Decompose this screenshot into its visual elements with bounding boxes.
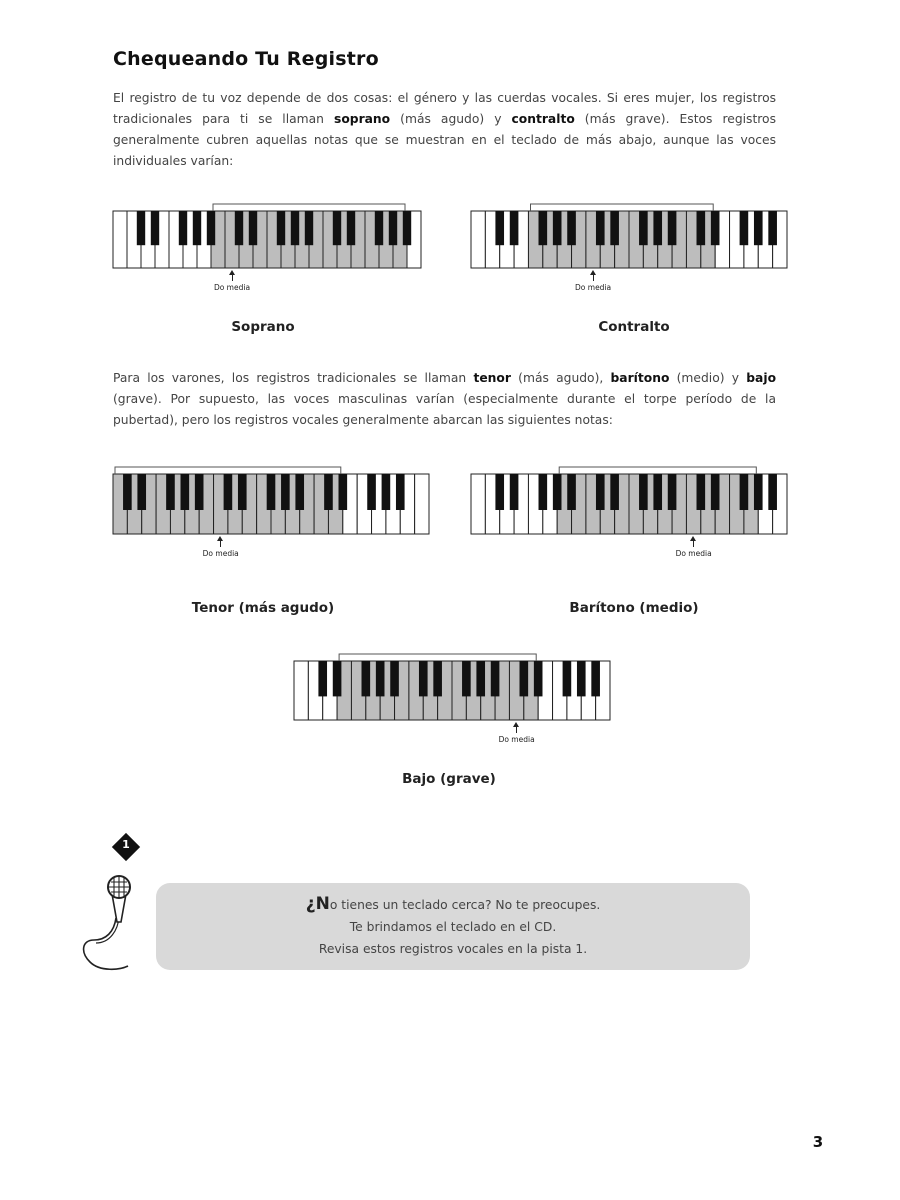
black-key <box>123 474 132 510</box>
keyboard-tenor <box>113 466 429 535</box>
keyboard-keys <box>113 211 421 268</box>
middle-c-marker-soprano <box>207 272 257 292</box>
black-key <box>166 474 175 510</box>
intro-male-paragraph <box>113 368 776 431</box>
black-key <box>653 211 662 245</box>
intro-female-text-2: (más agudo) y <box>390 112 512 126</box>
white-key <box>294 661 308 720</box>
black-key <box>419 661 428 696</box>
black-key <box>740 474 749 510</box>
range-bracket <box>115 467 341 474</box>
black-key <box>491 661 500 696</box>
black-key <box>520 661 529 696</box>
tip-box <box>156 883 750 970</box>
microphone-icon <box>76 870 146 979</box>
black-key <box>534 661 543 696</box>
intro-male-text-4: (grave). Por supuesto, las voces masculinas varían (especialmente durante el torpe período de la pubertad), pero los registros vocales generalmente abarcan las siguientes notas: <box>113 392 776 427</box>
black-key <box>137 211 145 245</box>
range-bracket <box>339 654 536 661</box>
tip-line-1: ¿No tienes un teclado cerca? No te preocupes. <box>305 894 601 914</box>
black-key <box>711 474 720 510</box>
black-key <box>367 474 376 510</box>
bajo-term: bajo <box>746 371 777 385</box>
black-key <box>596 474 605 510</box>
keyboard-bajo <box>294 653 610 721</box>
black-key <box>639 211 648 245</box>
white-key <box>113 211 127 268</box>
black-key <box>476 661 485 696</box>
tip-text <box>156 893 750 960</box>
middle-c-label: Do media <box>213 283 251 292</box>
black-key <box>151 211 159 245</box>
arrow-up-icon <box>593 272 594 281</box>
intro-female-text-1: El registro de tu voz depende de dos cosas: el género y las cuerdas vocales. Si eres mujer, los registros tradicionales para ti se llaman <box>113 91 776 126</box>
middle-c-label: Do media <box>675 549 712 558</box>
caption-contralto: Contralto <box>598 319 670 335</box>
black-key <box>291 211 299 245</box>
range-bracket <box>559 467 756 474</box>
black-key <box>333 211 341 245</box>
black-key <box>697 211 706 245</box>
middle-c-marker-bajo <box>492 724 542 744</box>
intro-female-paragraph <box>113 88 776 172</box>
keyboard-keys <box>471 211 787 268</box>
black-key <box>193 211 201 245</box>
black-key <box>510 211 519 245</box>
black-key <box>768 474 777 510</box>
black-key <box>339 474 348 510</box>
keyboard-soprano <box>113 203 421 269</box>
keyboard-contralto <box>471 203 787 269</box>
black-key <box>539 474 548 510</box>
black-key <box>553 474 562 510</box>
track-number: 1 <box>122 838 130 851</box>
black-key <box>224 474 233 510</box>
black-key <box>267 474 276 510</box>
caption-bajo: Bajo (grave) <box>402 771 496 787</box>
keyboard-soprano-svg <box>113 203 421 269</box>
keyboard-baritono-svg <box>471 466 787 535</box>
middle-c-marker-tenor <box>196 538 246 558</box>
range-bracket <box>213 204 405 211</box>
arrow-up-icon <box>232 272 233 281</box>
intro-male-text-1: Para los varones, los registros tradicionales se llaman <box>113 371 474 385</box>
white-key <box>471 474 485 534</box>
intro-male-text-3: (medio) y <box>669 371 747 385</box>
black-key <box>754 211 763 245</box>
page-title: Chequeando Tu Registro <box>113 48 379 70</box>
intro-male-text-2: (más agudo), <box>510 371 611 385</box>
middle-c-label: Do media <box>575 283 612 292</box>
keyboard-keys <box>113 474 429 534</box>
black-key <box>249 211 257 245</box>
black-key <box>390 661 399 696</box>
black-key <box>539 211 548 245</box>
black-key <box>333 661 342 696</box>
keyboard-keys <box>471 474 787 534</box>
arrow-up-icon <box>693 538 694 547</box>
black-key <box>754 474 763 510</box>
black-key <box>639 474 648 510</box>
intro-female-text-3: (más grave). Estos registros generalmente cubren aquellas notas que se muestran en el teclado de más abajo, aunque las voces individuales varían: <box>113 112 776 168</box>
black-key <box>305 211 313 245</box>
black-key <box>668 474 677 510</box>
arrow-up-icon <box>516 724 517 733</box>
black-key <box>281 474 290 510</box>
baritono-term: barítono <box>610 371 670 385</box>
tip-line-3: Revisa estos registros vocales en la pista 1. <box>318 942 588 956</box>
black-key <box>376 661 385 696</box>
black-key <box>591 661 600 696</box>
white-key <box>471 211 485 268</box>
contralto-term: contralto <box>511 112 575 126</box>
black-key <box>277 211 285 245</box>
soprano-term: soprano <box>334 112 391 126</box>
black-key <box>553 211 562 245</box>
black-key <box>567 211 576 245</box>
middle-c-label: Do media <box>498 735 535 744</box>
keyboard-bajo-svg <box>294 653 610 721</box>
black-key <box>362 661 371 696</box>
black-key <box>697 474 706 510</box>
arrow-up-icon <box>220 538 221 547</box>
black-key <box>495 211 504 245</box>
black-key <box>495 474 504 510</box>
black-key <box>181 474 190 510</box>
black-key <box>596 211 605 245</box>
black-key <box>347 211 355 245</box>
black-key <box>563 661 572 696</box>
black-key <box>375 211 383 245</box>
black-key <box>235 211 243 245</box>
black-key <box>610 474 619 510</box>
black-key <box>711 211 720 245</box>
track-number-badge <box>112 833 140 861</box>
black-key <box>137 474 146 510</box>
black-key <box>324 474 333 510</box>
black-key <box>740 211 749 245</box>
middle-c-marker-baritono <box>669 538 719 558</box>
black-key <box>668 211 677 245</box>
black-key <box>389 211 397 245</box>
black-key <box>433 661 442 696</box>
black-key <box>295 474 304 510</box>
black-key <box>396 474 405 510</box>
caption-tenor: Tenor (más agudo) <box>191 600 335 616</box>
black-key <box>207 211 215 245</box>
black-key <box>577 661 586 696</box>
keyboard-keys <box>294 661 610 720</box>
black-key <box>179 211 187 245</box>
tip-line-2: Te brindamos el teclado en el CD. <box>349 920 557 934</box>
keyboard-tenor-svg <box>113 466 429 535</box>
black-key <box>403 211 411 245</box>
middle-c-marker-contralto <box>568 272 618 292</box>
black-key <box>382 474 391 510</box>
keyboard-contralto-svg <box>471 203 787 269</box>
black-key <box>318 661 327 696</box>
keyboard-baritono <box>471 466 787 535</box>
black-key <box>768 211 777 245</box>
page-number: 3 <box>812 1133 824 1151</box>
black-key <box>462 661 471 696</box>
caption-soprano: Soprano <box>231 319 295 335</box>
black-key <box>653 474 662 510</box>
range-bracket <box>531 204 714 211</box>
tenor-term: tenor <box>473 371 511 385</box>
black-key <box>510 474 519 510</box>
black-key <box>195 474 204 510</box>
black-key <box>610 211 619 245</box>
black-key <box>567 474 576 510</box>
middle-c-label: Do media <box>202 549 239 558</box>
black-key <box>238 474 247 510</box>
white-key <box>415 474 429 534</box>
caption-baritono: Barítono (medio) <box>569 600 699 616</box>
